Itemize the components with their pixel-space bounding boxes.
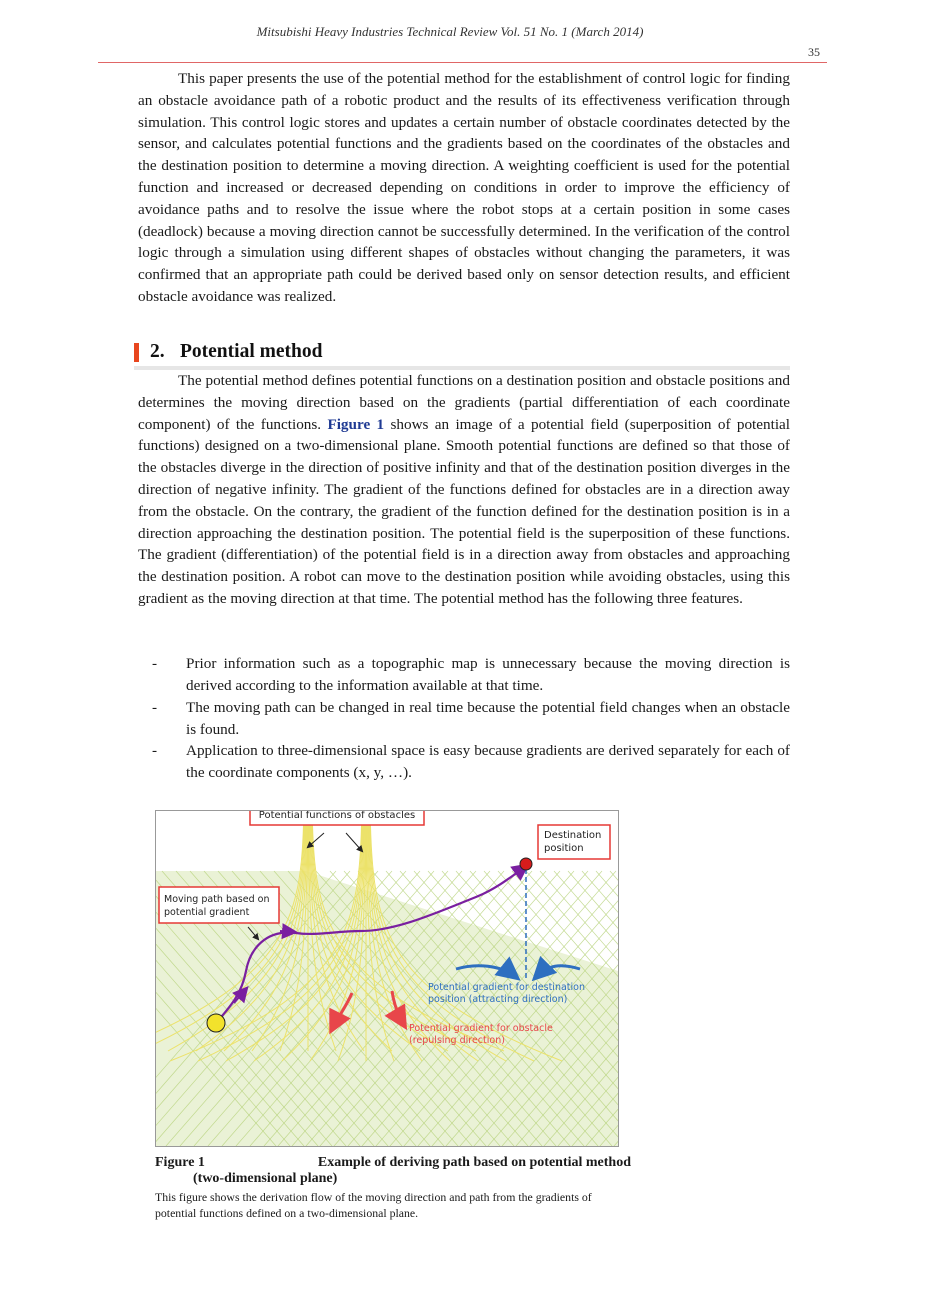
bullet-dash: - xyxy=(152,655,158,672)
potential-field-illustration xyxy=(156,811,618,1146)
paragraph-text-2: shows an image of a potential field (superposition of potential functions) designed on a two-dimensional plane. Smooth potential functions are defined so that those of the obstacles diverge in the direction of positive infinity and that of the destination position diverges in the direction of negative infinity. The gradient of the functions defined for obstacles are in a direction away from the obstacle. On the contrary, the gradient of the function defined for the destination position is in a direction approaching the destination position. The potential field is the superposition of these functions. The gradient (differentiation) of the potential field is in a direction away from obstacles and approaching the destination position. A robot can move to the destination position while avoiding obstacles, using this gradient as the moving direction at that time. The potential method has the following three features. xyxy=(138,415,791,607)
paragraph-text-1: The potential method defines potential functions on a destination position and obstacle positions and determines the moving direction based on the gradients (partial differentiation of each coordinate component) of the functions. xyxy=(138,372,790,433)
header-rule xyxy=(98,62,827,63)
caption-title: Example of deriving path based on potential method xyxy=(317,1155,631,1170)
bullet-dash: - xyxy=(152,742,158,759)
label-destination-line2: position xyxy=(544,843,584,854)
label-obs-gradient-line1: Potential gradient for obstacle xyxy=(409,1023,553,1034)
caption-title-continued: (two-dimensional plane) xyxy=(193,1171,338,1186)
feature-text: Application to three-dimensional space is easy because gradients are derived separately for each of the coordinate components (x, y, …). xyxy=(186,742,790,781)
journal-header: Mitsubishi Heavy Industries Technical Review Vol. 51 No. 1 (March 2014) xyxy=(256,24,644,39)
feature-list-item xyxy=(138,697,790,741)
label-obstacles: Potential functions of obstacles xyxy=(258,811,416,821)
label-obs-gradient-line2: (repulsing direction) xyxy=(409,1035,505,1046)
figure-description: This figure shows the derivation flow of the moving direction and path from the gradients of potential functions defined on a two-dimensional plane. xyxy=(155,1190,592,1220)
label-dest-gradient-line1: Potential gradient for destination xyxy=(428,982,585,993)
feature-list-item xyxy=(138,740,790,784)
caption-label: Figure 1 xyxy=(155,1155,205,1170)
label-path-line2: potential gradient xyxy=(164,907,250,918)
path-arrow xyxy=(280,931,294,932)
section-number: 2. xyxy=(150,341,165,362)
section-heading xyxy=(134,340,790,370)
figure-reference-link[interactable]: Figure 1 xyxy=(327,415,385,433)
feature-text: Prior information such as a topographic map is unnecessary because the moving direction is derived according to the information available at that time. xyxy=(186,655,790,694)
figure-caption xyxy=(155,1155,631,1187)
feature-list-item xyxy=(138,653,790,697)
heading-accent-bar xyxy=(134,343,139,362)
figure-1-image xyxy=(155,810,619,1147)
label-destination-line1: Destination xyxy=(544,830,602,841)
potential-method-paragraph xyxy=(138,370,790,610)
section-title: Potential method xyxy=(180,341,323,362)
page-number: 35 xyxy=(808,45,820,59)
robot-start-marker xyxy=(207,1014,225,1032)
label-path-line1: Moving path based on xyxy=(164,894,270,905)
feature-text: The moving path can be changed in real time because the potential field changes when an obstacle is found. xyxy=(186,699,790,738)
destination-marker xyxy=(520,858,532,870)
bullet-dash: - xyxy=(152,699,158,716)
intro-paragraph: This paper presents the use of the potential method for the establishment of control logic for finding an obstacle avoidance path of a robotic product and the results of its effectiveness verification through simulation. This control logic stores and updates a certain number of obstacle coordinates detected by the sensor, and calculates potential functions and the gradients based on the coordinates of the obstacles and the destination position to determine a moving direction. A weighting coefficient is used for the potential function and increased or decreased depending on conditions in order to improve the efficiency of avoidance paths and to resolve the issue where the robot stops at a certain position in some cases (deadlock) because a moving direction cannot be successfully determined. In the verification of the control logic through a simulation using different shapes of obstacles without changing the parameters, it was confirmed that an appropriate path could be derived based only on sensor detection results, and efficient obstacle avoidance was realized. xyxy=(138,70,790,305)
label-dest-gradient-line2: position (attracting direction) xyxy=(428,994,568,1005)
